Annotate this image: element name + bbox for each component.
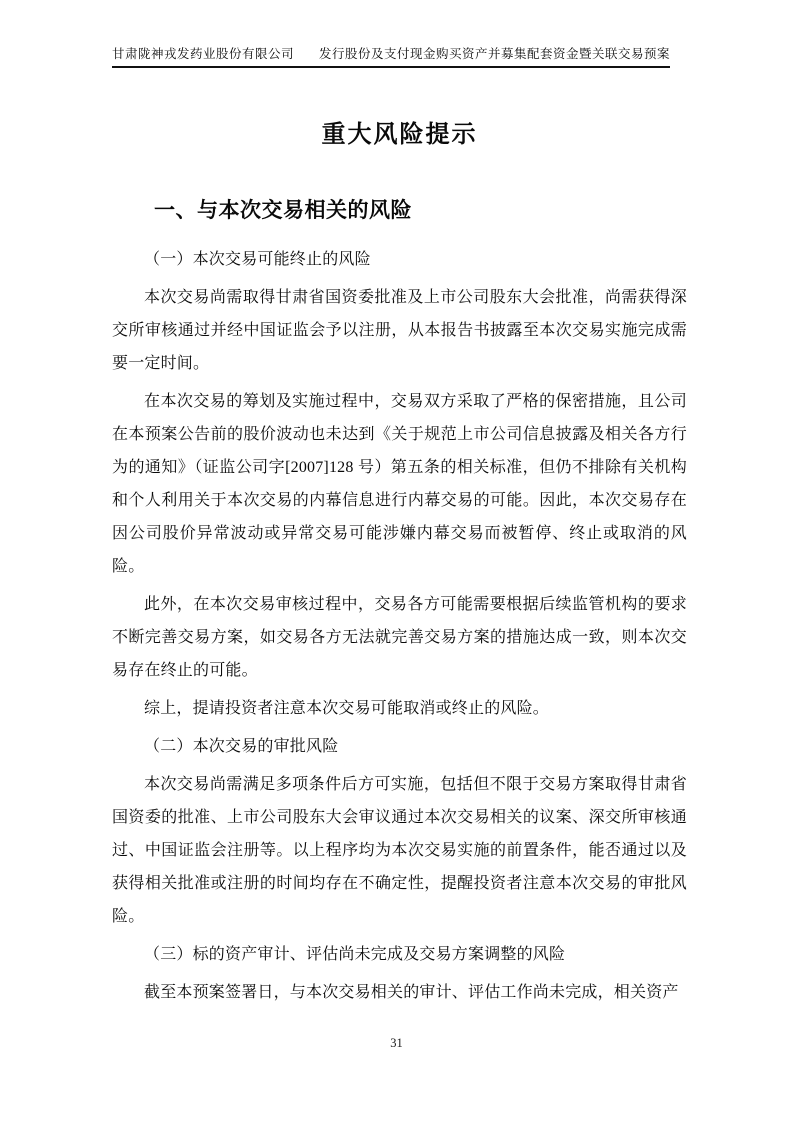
paragraph-4: 综上，提请投资者注意本次交易可能取消或终止的风险。 xyxy=(144,700,550,718)
paragraph-5: 本次交易尚需满足多项条件后方可实施，包括但不限于交易方案取得甘肃省国资委的批准、上市公司股东大会审议通过本次交易相关的议案、深交所审核通过、中国证监会注册等。以上程序均为本次交易实施的前置条件，能否通过以及获得相关批准或注册的时间均存在不确定性，提醒投资者注意本次交易的审批风险。 xyxy=(112,776,687,926)
subsection-heading-2: （二）本次交易的审批风险 xyxy=(144,738,339,756)
document-title: 重大风险提示 xyxy=(321,122,478,149)
page-header xyxy=(112,46,670,68)
page-footer xyxy=(0,1036,793,1051)
subsection-heading-1: （一）本次交易可能终止的风险 xyxy=(144,251,371,269)
paragraph-6: 截至本预案签署日，与本次交易相关的审计、评估工作尚未完成，相关资产 xyxy=(144,984,679,1002)
page-number: 31 xyxy=(390,1036,403,1050)
subsection-heading-3: （三）标的资产审计、评估尚未完成及交易方案调整的风险 xyxy=(144,946,566,964)
header-company-name: 甘肃陇神戎发药业股份有限公司 xyxy=(112,47,295,61)
paragraph-2: 在本次交易的筹划及实施过程中，交易双方采取了严格的保密措施，且公司在本预案公告前的股价波动也未达到《关于规范上市公司信息披露及相关各方行为的通知》（证监公司字[2007]128 号）第五条的相关标准，但仍不排除有关机构和个人利用关于本次交易的内幕信息进行内幕交易的可能。因此，本次交易存在因公司股价异常波动或异常交易可能涉嫌内幕交易而被暂停、终止或取消的风险。 xyxy=(112,393,687,576)
header-doc-type: 发行股份及支付现金购买资产并募集配套资金暨关联交易预案 xyxy=(319,47,671,61)
paragraph-3: 此外，在本次交易审核过程中，交易各方可能需要根据后续监管机构的要求不断完善交易方案，如交易各方无法就完善交易方案的措施达成一致，则本次交易存在终止的可能。 xyxy=(112,596,687,680)
paragraph-1: 本次交易尚需取得甘肃省国资委批准及上市公司股东大会批准，尚需获得深交所审核通过并经中国证监会予以注册，从本报告书披露至本次交易实施完成需要一定时间。 xyxy=(112,289,687,373)
section-heading-1: 一、与本次交易相关的风险 xyxy=(154,198,412,223)
document-body xyxy=(112,243,687,1009)
